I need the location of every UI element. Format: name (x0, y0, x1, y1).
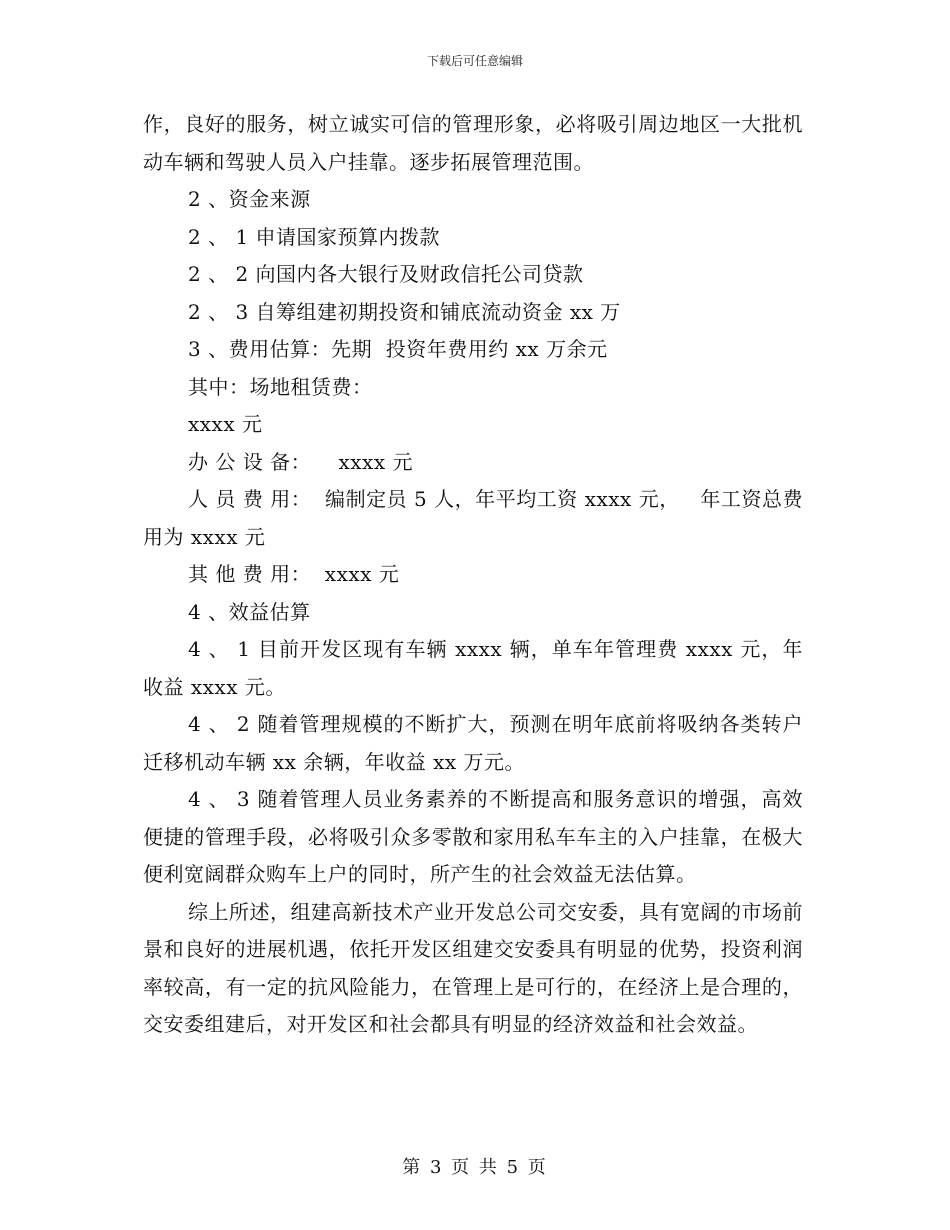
conclusion-paragraph: 综上所述，组建高新技术产业开发总公司交安委，具有宽阔的市场前景和良好的进展机遇，依托开发区组建交安委具有明显的优势，投资利润率较高，有一定的抗风险能力，在管理上是可行的，在经济上是合理的，交安委组建后，对开发区和社会都具有明显的经济效益和社会效益。 (143, 899, 803, 1036)
paragraph-continuation: 作，良好的服务，树立诚实可信的管理形象，必将吸引周边地区一大批机动车辆和驾驶人员入户挂靠。逐步拓展管理范围。 (143, 112, 803, 174)
page-header: 下载后可任意编辑 (426, 54, 523, 68)
document-body (143, 106, 803, 1044)
list-item-funding-1: 2 、 1 申请国家预算内拨款 (188, 224, 441, 249)
cost-intro: 其中：场地租赁费： (188, 374, 373, 399)
section-heading-funding: 2 、资金来源 (188, 187, 311, 211)
section-heading-cost: 3 、费用估算：先期 投资年费用约 xx 万余元 (188, 337, 608, 361)
list-item-funding-2: 2 、 2 向国内各大银行及财政信托公司贷款 (188, 262, 584, 286)
cost-other: 其 他 费 用： xxxx 元 (188, 562, 400, 586)
benefit-item-1: 4 、 1 目前开发区现有车辆 xxxx 辆，单车年管理费 xxxx 元，年收益 xxxx 元。 (143, 637, 803, 699)
cost-personnel: 人 员 费 用： 编制定员 5 人，年平均工资 xxxx 元， 年工资总费用为 xxxx 元 (143, 487, 803, 549)
cost-rent-value: xxxx 元 (188, 412, 263, 436)
list-item-funding-3: 2 、 3 自筹组建初期投资和铺底流动资金 xx 万 (188, 299, 621, 324)
benefit-item-3: 4 、 3 随着管理人员业务素养的不断提高和服务意识的增强，高效便捷的管理手段，必将吸引众多零散和家用私车车主的入户挂靠，在极大便利宽阔群众购车上户的同时，所产生的社会效益无法估算。 (143, 787, 803, 886)
section-heading-benefit: 4 、效益估算 (188, 599, 311, 624)
cost-office-equipment: 办 公 设 备： xxxx 元 (188, 449, 413, 474)
benefit-item-2: 4 、 2 随着管理规模的不断扩大，预测在明年底前将吸纳各类转户迁移机动车辆 xx 余辆，年收益 xx 万元。 (143, 712, 803, 774)
page-number: 第 3 页 共 5 页 (402, 1157, 548, 1178)
